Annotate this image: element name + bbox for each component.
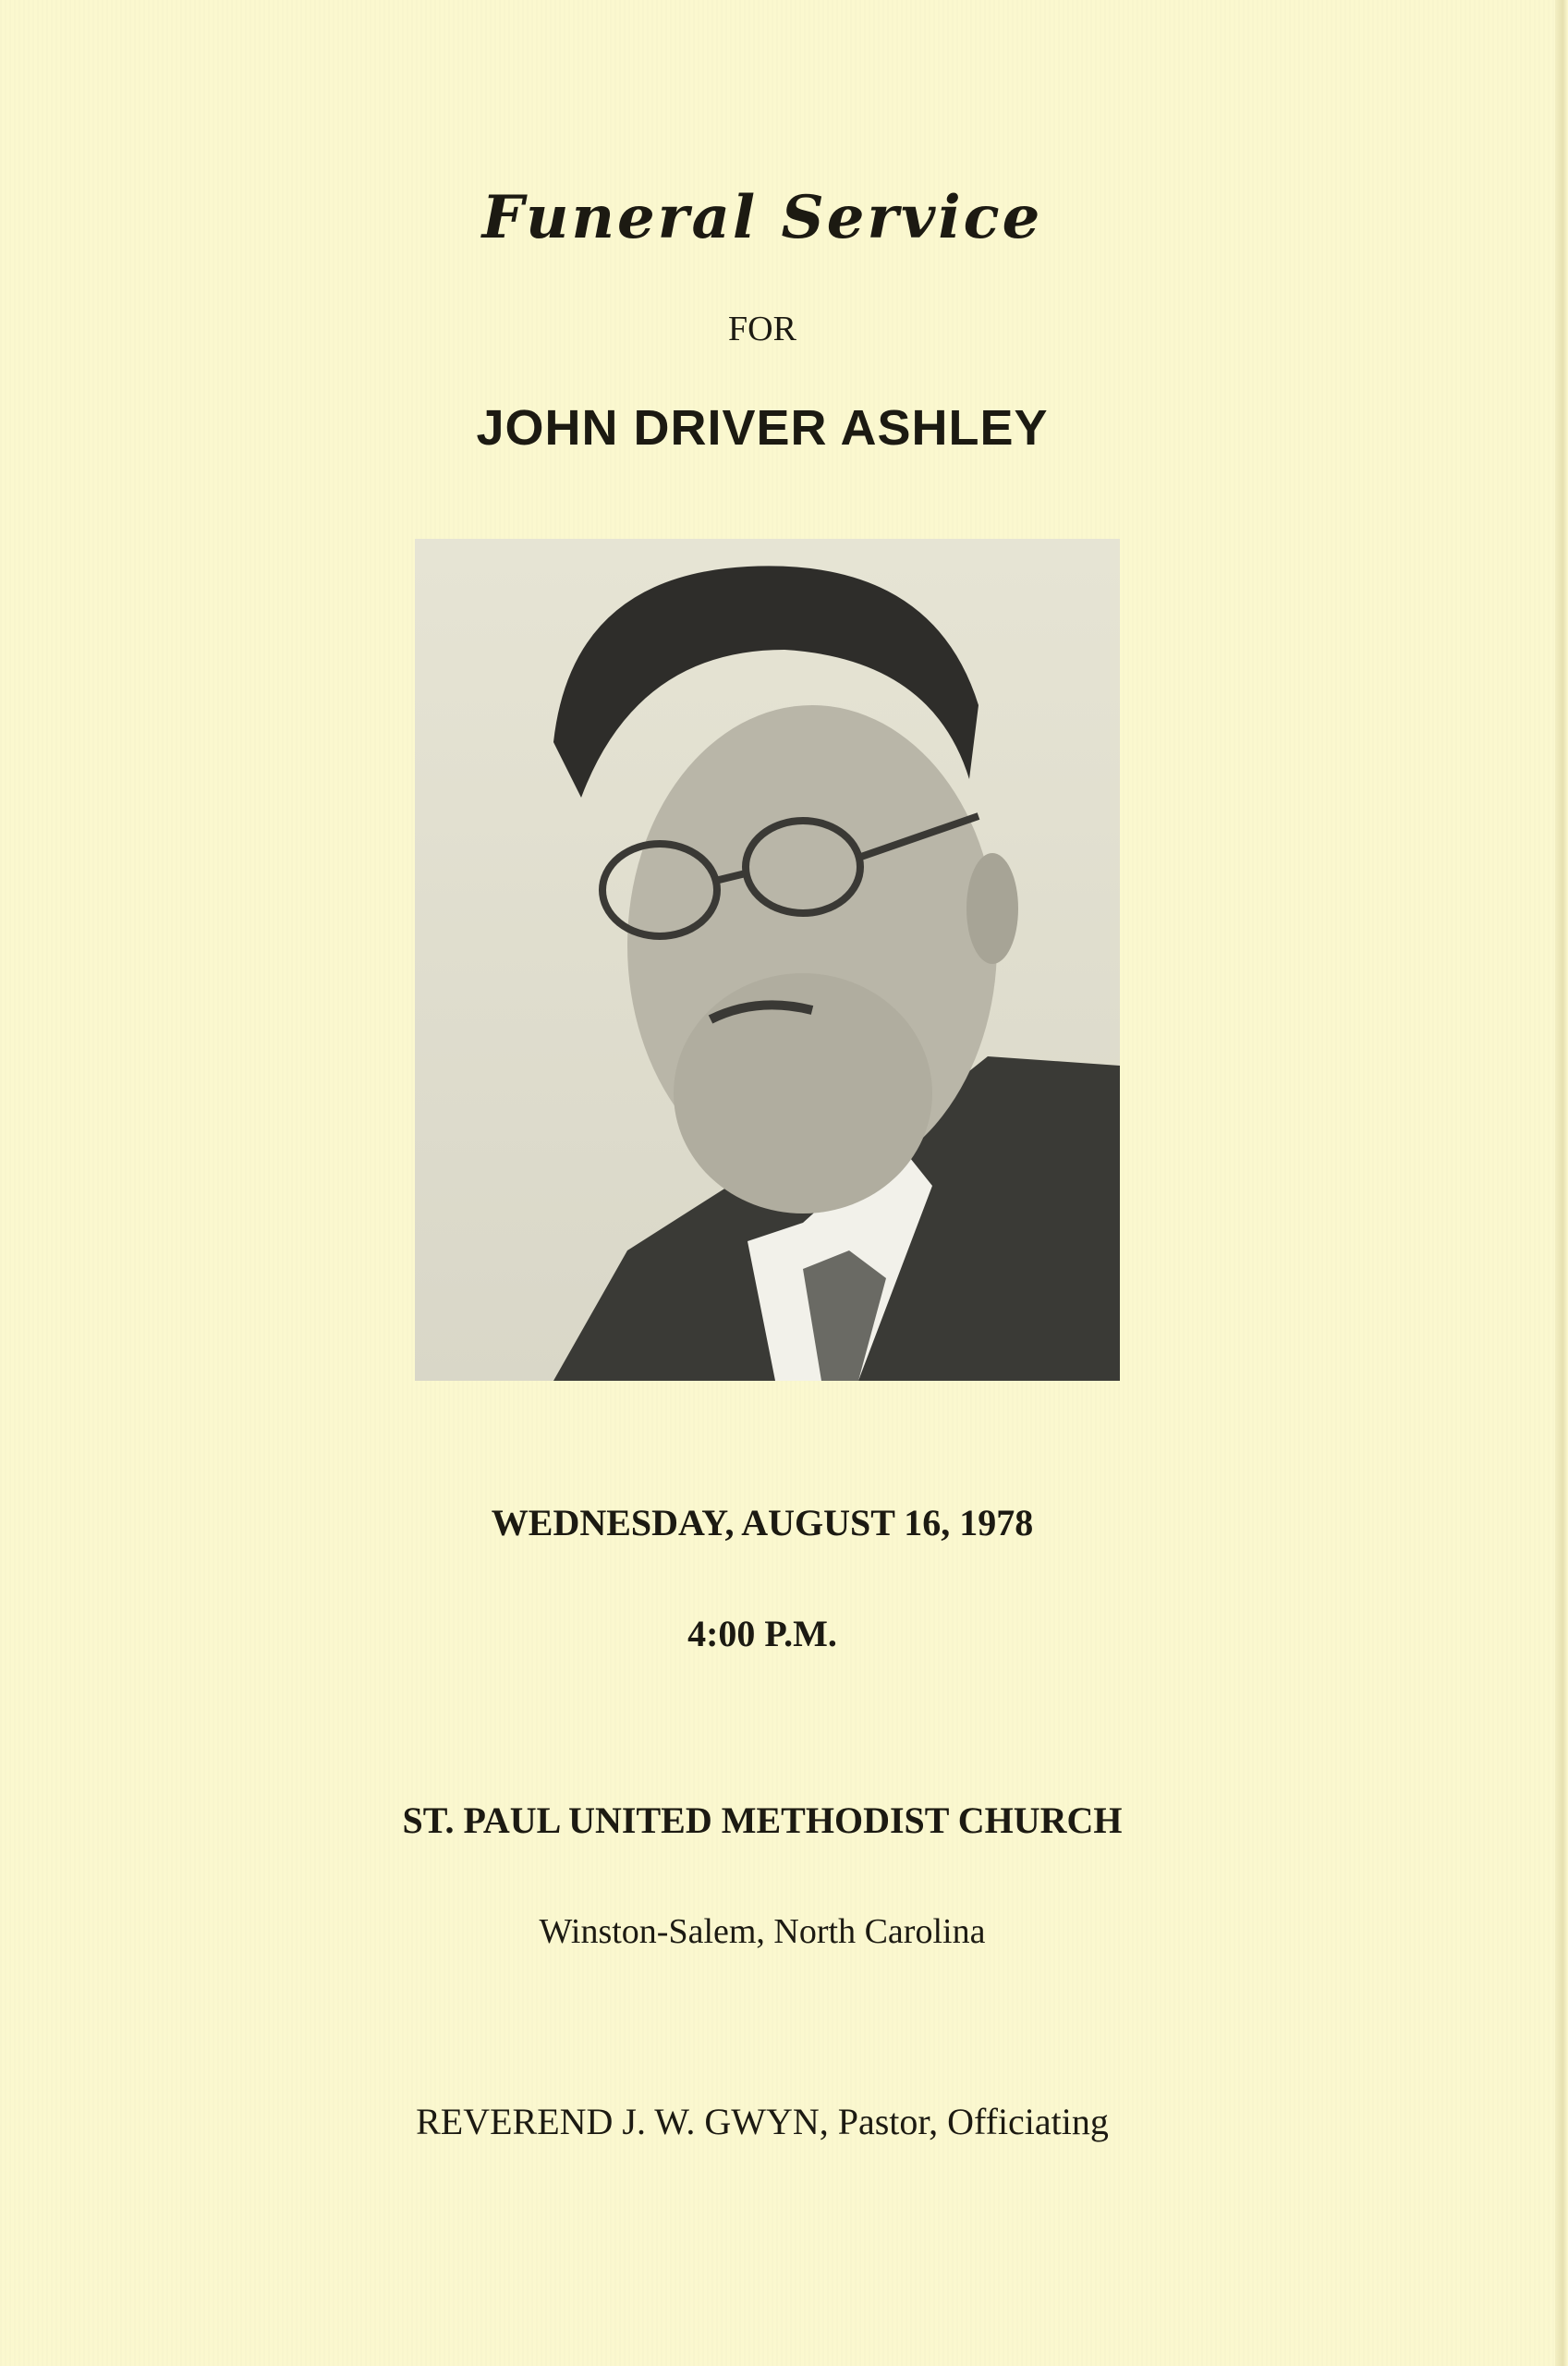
- portrait-photo: [415, 539, 1120, 1381]
- service-date: WEDNESDAY, AUGUST 16, 1978: [491, 1502, 1034, 1543]
- church-location: Winston-Salem, North Carolina: [539, 1912, 986, 1951]
- officiant: REVEREND J. W. GWYN, Pastor, Officiating: [416, 2101, 1109, 2142]
- deckled-paper-edge: [1555, 0, 1568, 2366]
- deceased-name: JOHN DRIVER ASHLEY: [476, 400, 1049, 456]
- service-time: 4:00 P.M.: [687, 1613, 837, 1654]
- program-title: Funeral Service: [481, 183, 1043, 252]
- church-name: ST. PAUL UNITED METHODIST CHURCH: [402, 1799, 1123, 1841]
- for-label: FOR: [728, 310, 796, 348]
